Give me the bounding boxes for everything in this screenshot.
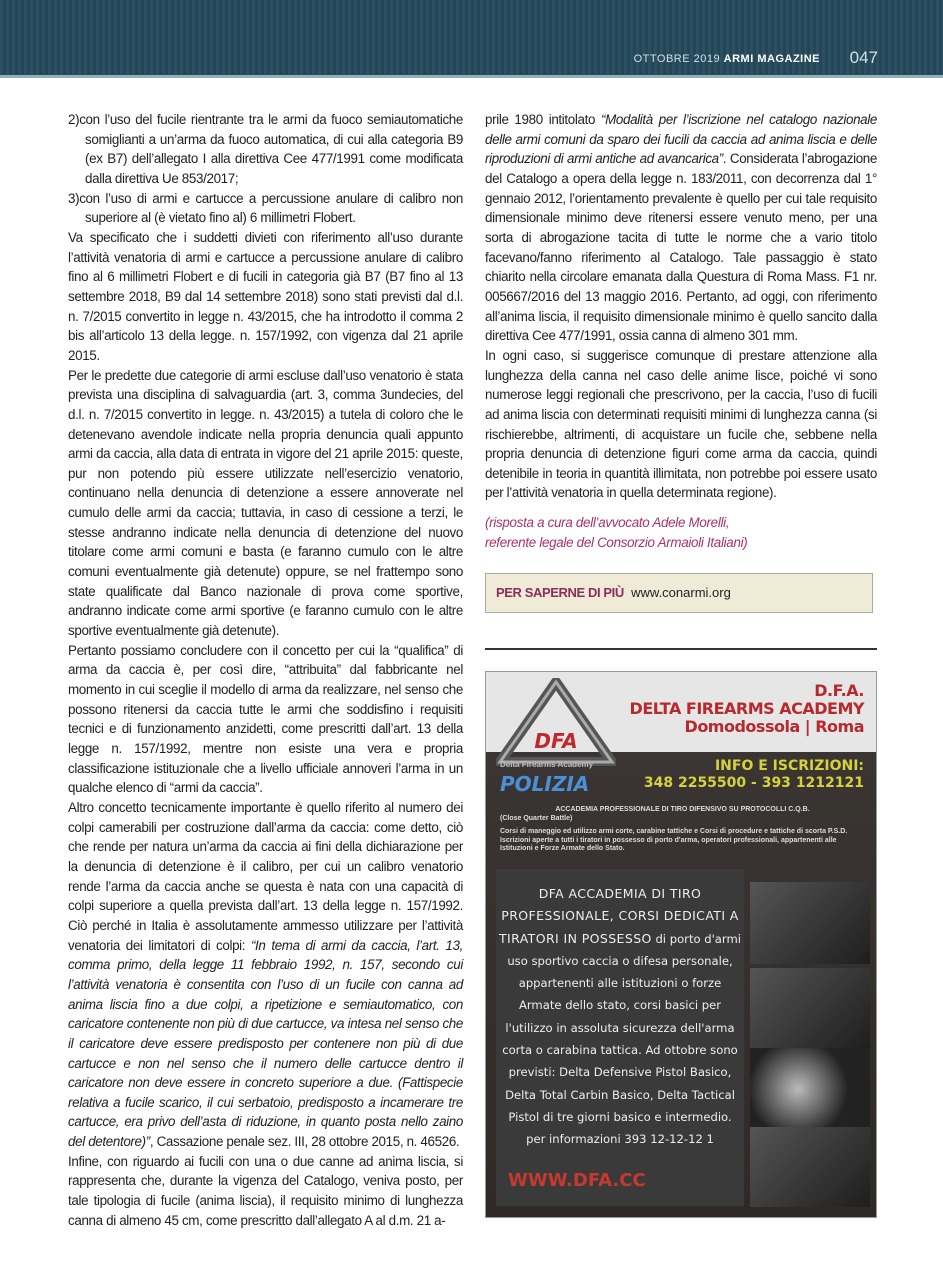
body-text: 3)con l’uso di armi e cartucce a percussione anulare di calibro non superiore al (è vietato fino al) 6 millimetri Flobert. <box>68 190 463 226</box>
more-info-label: PER SAPERNE DI PIÙ <box>496 585 624 600</box>
ad-courses-text: di porto d'armi uso sportivo caccia o difesa personale, appartenenti alle istituzioni o forze Armate dello stato, corsi basici per l'utilizzo in assoluta sicurezza dell'arma corta o carabina tattica. Ad ottobre sono previsti: Delta Defensive Pistol Basico, Delta Total Carbin Basico, Delta Tactical Pistol di tre giorni basico e intermedio. <box>502 931 741 1124</box>
paragraph <box>68 189 463 228</box>
ad-academy-text <box>500 806 865 854</box>
ad-photo <box>750 1127 870 1207</box>
right-column <box>485 110 877 503</box>
ad-title-line: DELTA FIREARMS ACADEMY <box>629 699 864 718</box>
body-text: , Cassazione penale sez. III, 28 ottobre 2015, n. 46526. <box>149 1134 460 1150</box>
divider <box>485 648 877 650</box>
paragraph <box>485 346 877 503</box>
ad-photo <box>750 882 870 964</box>
ad-title-line: Domodossola | Roma <box>684 717 864 736</box>
page-number: 047 <box>849 48 878 67</box>
page-header <box>0 0 943 78</box>
left-column <box>68 110 463 1230</box>
quoted-text: “In tema di armi da caccia, l’art. 13, comma primo, della legge 11 febbraio 1992, n. 157, secondo cui l’attività venatoria è consentita con l’uso di un fucile con canna ad anima liscia fino a due colpi, a ripetizione e semiautomatico, con caricatore contenente non più di due cartucce, va intesa nel senso che il caricatore deve essere predisposto per contenere non più di due cartucce e non nel senso che il numero delle cartucce dentro il caricatore non deve essere in concreto superiore a due. (Fattispecie relativa a fucile scarico, il cui serbatoio, predisposto a incamerare tre cartucce, era privo dell’asta di riduzione, in quanto posta nello zaino del detentore)” <box>68 937 463 1150</box>
issue-date: OTTOBRE 2019 <box>633 53 721 65</box>
advertisement <box>485 671 877 1218</box>
paragraph <box>68 366 463 641</box>
ad-academy-body: Corsi di maneggio ed utilizzo armi corte, carabine tattiche e Corsi di procedure e tattiche di scorta P.S.D. Iscrizioni aperte a tutti i tiratori in possesso di porto d'arma, operatori professionali, appartenenti alle Istituzioni e Forze Armate dello Stato. <box>500 828 848 852</box>
answer-credit <box>485 513 747 553</box>
ad-academy-title: ACCADEMIA PROFESSIONALE DI TIRO DIFENSIVO SU PROTOCOLLI C.Q.B. <box>555 806 810 813</box>
quoted-text: “Modalità per l’iscrizione nel catalogo nazionale delle armi comuni da sparo dei fucili da caccia ad anima liscia e delle riproduzioni di armi antiche ad avancarica” <box>485 112 877 167</box>
ad-academy-sub: (Close Quarter Battle) <box>500 814 573 822</box>
credit-line: (risposta a cura dell’avvocato Adele Morelli, <box>485 515 730 530</box>
body-text: Infine, con riguardo ai fucili con una o due canne ad anima liscia, si rappresenta che, durante la vigenza del Catalogo, veniva posto, per tale tipologia di fucile (anima liscia), il requisito minimo di lunghezza canna di almeno 45 cm, come prescritto dall’allegato A al d.m. 21 a- <box>68 1153 463 1228</box>
ad-contact <box>644 758 864 792</box>
more-info-link[interactable]: www.conarmi.org <box>631 585 731 600</box>
credit-line: referente legale del Consorzio Armaioli Italiani) <box>485 535 748 550</box>
paragraph <box>485 110 877 346</box>
ad-courses-contact: per informazioni 393 12-12-12 1 <box>526 1132 714 1147</box>
ad-courses-heading: DFA ACCADEMIA DI TIRO PROFESSIONALE, CORSI DEDICATI A TIRATORI IN POSSESSO <box>499 886 739 946</box>
svg-text:DFA: DFA <box>534 729 578 753</box>
paragraph <box>68 1152 463 1231</box>
more-info-box <box>485 573 873 613</box>
paragraph <box>68 228 463 366</box>
dfa-logo-icon <box>496 678 616 766</box>
ad-photo <box>750 968 870 1050</box>
ad-title <box>630 682 864 736</box>
body-text: Pertanto possiamo concludere con il concetto per cui la “qualifica” di arma da caccia è, per così dire, “attribuita” dal fabbricante nel momento in cui sceglie il modello di arma da realizzare, nel senso che possono ritenersi da caccia tutte le armi che soddisfino i requisiti tecnici e di funzionamento anzidetti, come prescritti dall’art. 13 della legge n. 157/1992, mentre non esiste una vera e propria classificazione istituzionale che a livello ufficiale annoveri l’arma in un qualche elenco di “armi da caccia”. <box>68 642 463 796</box>
ad-phone: 348 2255500 - 393 1212121 <box>643 775 864 791</box>
logo-subtitle: Delta Firearms Academy <box>500 760 594 769</box>
body-text: Va specificato che i suddetti divieti con riferimento all’uso durante l’attività venatoria di armi e cartucce a percussione anulare di calibro fino al 6 millimetri Flobert e di fucili in categoria già B7 (B7 fino al 13 settembre 2018, B9 dal 14 settembre 2018) sono stati previsti dal d.l. n. 7/2015 convertito in legge n. 43/2015, che ha introdotto il comma 2 bis all’articolo 13 della legge. n. 157/1992, con vigenza dal 21 aprile 2015. <box>68 229 463 363</box>
ad-photo <box>750 1048 870 1130</box>
issue-line <box>634 53 820 65</box>
body-text: Per le predette due categorie di armi escluse dall’uso venatorio è stata prevista una disciplina di salvaguardia (art. 3, comma 3undecies, del d.l. n. 7/2015 convertito in legge. n. 43/2015) a tutela di coloro che le detenevano avendole indicate nella propria denuncia quali appunto armi da caccia, alla data di entrata in vigore del 21 aprile 2015: queste, pur non potendo più essere utilizzate nell’esercizio venatorio, continuano nella denuncia di detenzione a essere annoverate nel cumulo delle armi da caccia; tuttavia, in caso di cessione a terzi, le stesse andranno indicate nella denuncia di detenzione del nuovo titolare come armi comuni e basta (e faranno cumulo con le altre comuni eventualmente già detenute) oppure, se nel frattempo sono state qualificate dal Banco nazionale di prova come sportive, andranno indicate come armi sportive (e faranno cumulo con le altre sportive eventualmente già detenute). <box>68 367 463 639</box>
ad-title-line: D.F.A. <box>814 681 864 700</box>
paragraph <box>68 110 463 189</box>
ad-website[interactable]: WWW.DFA.CC <box>508 1170 646 1191</box>
body-text: . Considerata l’abrogazione del Catalogo a opera della legge n. 183/2011, con decorrenza dal 1° gennaio 2012, l’orientamento prevalente è quello per cui tale requisito dimensionale minimo deve ritenersi essere venuto meno, per una sorta di abrogazione tacita di tutte le norme che a vario titolo facevano/fanno riferimento al Catalogo. Tale passaggio è stato chiarito nella circolare emanata dalla Questura di Roma Mass. F1 nr. 005667/2016 del 13 maggio 2016. Pertanto, ad oggi, con riferimento all’anima liscia, il requisito dimensionale minimo è quello sancito dalla direttiva Cee 477/1991, ossia canna di almeno 301 mm. <box>485 151 877 344</box>
paragraph <box>68 798 463 1152</box>
ad-info-label: INFO E ISCRIZIONI: <box>714 758 864 774</box>
paragraph <box>68 641 463 798</box>
police-logo: POLIZIA <box>500 772 590 796</box>
body-text: Altro concetto tecnicamente importante è quello riferito al numero dei colpi camerabili per costruzione dall’arma da caccia: come detto, ciò che rende per natura un’arma da caccia ai fini della dichiarazione per la denuncia di detenzione è il calibro, per cui un calibro venatorio rende l’arma da caccia anche se questa è nata con una capacità di colpi superiore a quella prevista dall’art. 13 della legge n. 157/1992. Ciò perché in Italia è assolutamente ammesso utilizzare per l’attività venatoria dei limitatori di colpi: <box>68 799 463 953</box>
body-text: prile 1980 intitolato <box>485 112 601 127</box>
body-text: In ogni caso, si suggerisce comunque di prestare attenzione alla lunghezza della canna nel caso delle anime lisce, poiché vi sono numerose leggi regionali che prescrivono, per la caccia, l’uso di fucili ad anima liscia con determinati requisiti minimi di lunghezza canna (si rischierebbe, altrimenti, di acquistare un fucile che, sebbene nella propria denuncia di detenzione figuri come arma da caccia, quindi detenibile in teoria in quantità illimitata, non potrebbe poi essere usato per l’attività venatoria in quella determinata regione). <box>485 347 877 501</box>
body-text: 2)con l’uso del fucile rientrante tra le armi da fuoco semiautomatiche somiglianti a un’arma da fuoco automatica, di cui alla categoria B9 (ex B7) dell’allegato I alla direttiva Cee 477/1991 come modificata dalla direttiva Ue 853/2017; <box>68 112 463 186</box>
ad-courses-box <box>496 869 744 1206</box>
magazine-name: ARMI MAGAZINE <box>723 53 820 65</box>
